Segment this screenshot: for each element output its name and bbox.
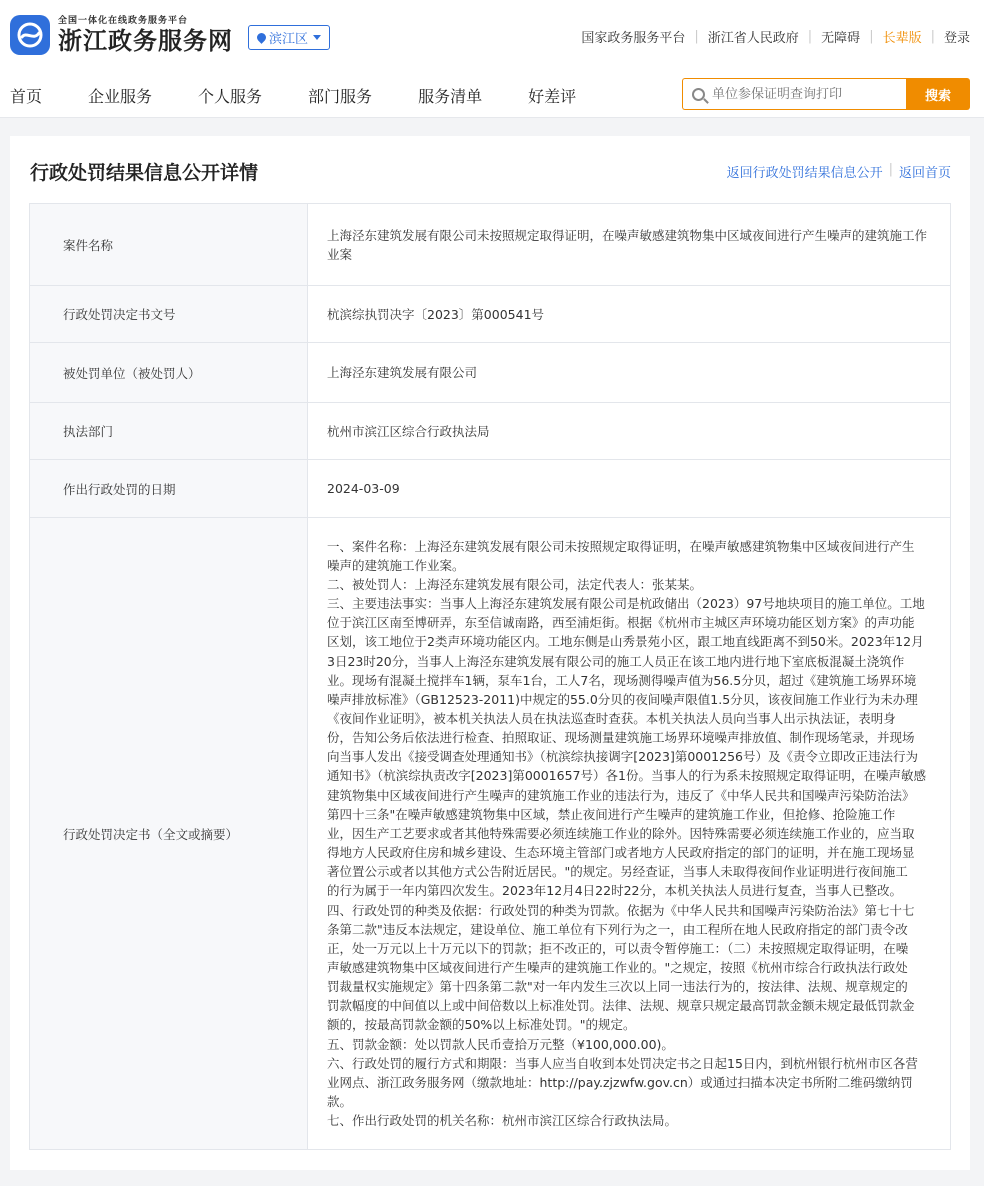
field-label: 案件名称 xyxy=(30,204,308,286)
text-line: 七、作出行政处罚的机关名称：杭州市滨江区综合行政执法局。 xyxy=(327,1113,678,1129)
text-line: 业。现场有混凝土搅拌车1辆，泵车1台，工人7名，现场测得噪声值为56.5分贝，超过《建筑施工场界环境 xyxy=(327,672,917,688)
link-national-platform[interactable]: 国家政务服务平台 xyxy=(581,31,686,46)
text-line: 款。 xyxy=(327,1094,353,1110)
divider: | xyxy=(888,162,893,177)
nav-service-list[interactable]: 服务清单 xyxy=(418,87,483,106)
field-value: 上海泾东建筑发展有限公司 xyxy=(308,343,951,403)
text-line: 通知书》（杭滨综执责改字[2023]第0001657号）各1份。当事人的行为系未按照规定取得证明，在噪声敏感 xyxy=(327,768,926,784)
region-selector[interactable] xyxy=(248,25,330,50)
caret-down-icon xyxy=(313,35,321,40)
text-line: 噪声排放标准》（GB12523-2011)中规定的55.0分贝的夜间噪声限值1.5分贝，该夜间施工作业行为未办理 xyxy=(327,691,918,707)
card-links xyxy=(727,162,951,181)
divider: | xyxy=(694,29,699,44)
nav-enterprise-services[interactable]: 企业服务 xyxy=(88,87,153,106)
table-row xyxy=(30,460,951,518)
text-line: 向当事人发出《接受调查处理通知书》（杭滨综执接调字[2023]第0001256号）及《责令立即改正违法行为 xyxy=(327,749,918,765)
field-label: 被处罚单位（被处罚人） xyxy=(30,343,308,403)
back-to-list-link[interactable]: 返回行政处罚结果信息公开 xyxy=(726,166,883,181)
link-elder-mode[interactable]: 长辈版 xyxy=(882,31,922,46)
nav-personal-services[interactable]: 个人服务 xyxy=(198,87,263,106)
text-line: 《夜间作业证明》，被本机关执法人员在执法巡查时查获。本机关执法人员向当事人出示执法证，表明身 xyxy=(327,710,896,726)
field-label: 作出行政处罚的日期 xyxy=(30,460,308,518)
text-line: 罚裁量权实施规定》第十四条第二款"对一年内发生三次以上同一违法行为的，按法律、法规、规章规定的 xyxy=(327,979,908,995)
text-line: 区划，该工地位于2类声环境功能区内。工地东侧是山秀景苑小区，跟工地直线距离不到50米。2023年12月 xyxy=(327,634,924,650)
divider: | xyxy=(807,29,813,44)
table-row xyxy=(30,343,951,403)
text-line: 二、被处罚人：上海泾东建筑发展有限公司，法定代表人：张某某。 xyxy=(327,576,703,592)
back-to-home-link[interactable]: 返回首页 xyxy=(898,166,951,181)
text-line: 正，处一万元以上十万元以下的罚款；拒不改正的，可以责令暂停施工：（二）未按照规定取得证明，在噪 xyxy=(327,940,909,956)
field-value: 上海泾东建筑发展有限公司未按照规定取得证明，在噪声敏感建筑物集中区域夜间进行产生噪声的建筑施工作业案 xyxy=(308,204,951,286)
field-value: 2024-03-09 xyxy=(308,460,951,518)
text-line: 五、罚款金额：处以罚款人民币壹拾万元整（¥100,000.00)。 xyxy=(327,1036,674,1052)
site-logo[interactable] xyxy=(10,15,233,55)
field-value: 杭州市滨江区综合行政执法局 xyxy=(308,403,951,460)
logo-title: 浙江政务服务网 xyxy=(58,25,233,55)
table-row xyxy=(30,403,951,460)
search-bar xyxy=(682,78,970,110)
text-line: 额的，按最高罚款金额的50%以上标准处罚。"的规定。 xyxy=(327,1017,636,1033)
text-line: 得地方人民政府住房和城乡建设、生态环境主管部门或者地方人民政府指定的部门的证明，并在施工现场显 xyxy=(327,845,915,861)
main-nav xyxy=(10,84,622,107)
top-header xyxy=(0,0,984,118)
text-line: 罚款幅度的中间值以上或中间倍数以上标准处罚。法律、法规、规章只规定最高罚款金额未规定最低罚款金 xyxy=(327,998,915,1014)
text-line: 3日23时20分，当事人上海泾东建筑发展有限公司的施工人员正在该工地内进行地下室底板混凝土浇筑作 xyxy=(327,653,905,669)
search-button[interactable]: 搜索 xyxy=(906,78,970,110)
link-provincial-government[interactable]: 浙江省人民政府 xyxy=(707,31,799,46)
field-label: 行政处罚决定书文号 xyxy=(30,286,308,343)
text-line: 位于滨江区南至博研弄，东至信诚南路，西至浦炬街。根据《杭州市主城区声环境功能区划方案》的声功能 xyxy=(327,615,915,631)
link-accessibility[interactable]: 无障碍 xyxy=(821,31,861,46)
text-line: 四、行政处罚的种类及依据：行政处罚的种类为罚款。依据为《中华人民共和国噪声污染防治法》第七十七 xyxy=(327,902,915,918)
table-row xyxy=(30,518,951,1150)
text-line: 业，因生产工艺要求或者其他特殊需要必须连续施工作业的除外。因特殊需要必须连续施工作业的，应当取 xyxy=(327,825,915,841)
text-line: 业网点、浙江政务服务网（缴款地址：http://pay.zjzwfw.gov.cn）或通过扫描本决定书所附二维码缴纳罚 xyxy=(327,1074,913,1090)
search-input[interactable] xyxy=(712,87,902,102)
logo-subtitle: 全国一体化在线政务服务平台 xyxy=(58,15,189,26)
region-label: 滨江区 xyxy=(269,32,309,47)
text-line: 著位置公示或者以其他方式公告附近居民。"的规定。另经查证，当事人未取得夜间作业证明进行夜间施工 xyxy=(327,864,908,880)
text-line: 六、行政处罚的履行方式和期限：当事人应当自收到本处罚决定书之日起15日内，到杭州银行杭州市区各营 xyxy=(327,1055,918,1071)
text-line: 一、案件名称：上海泾东建筑发展有限公司未按照规定取得证明，在噪声敏感建筑物集中区域夜间进行产生 xyxy=(327,538,915,554)
text-line: 建筑物集中区域夜间进行产生噪声的建筑施工作业的违法行为，违反了《中华人民共和国噪声污染防治法》 xyxy=(327,787,915,803)
link-login[interactable]: 登录 xyxy=(943,31,970,46)
text-line: 条第二款"违反本法规定，建设单位、施工单位有下列行为之一，由工程所在地人民政府指定的部门责令改 xyxy=(327,921,908,937)
divider: | xyxy=(930,29,935,44)
text-line: 份，告知公务后依法进行检查、拍照取证、现场测量建筑施工场界环境噪声排放值、制作现场笔录，并现场 xyxy=(327,730,915,746)
nav-evaluation[interactable]: 好差评 xyxy=(528,87,577,106)
field-label: 行政处罚决定书（全文或摘要） xyxy=(30,518,308,1150)
nav-home[interactable]: 首页 xyxy=(10,87,43,106)
text-line: 三、主要违法事实：当事人上海泾东建筑发展有限公司是杭政储出（2023）97号地块项目的施工单位。工地 xyxy=(327,596,925,612)
divider: | xyxy=(869,29,874,44)
nav-department-services[interactable]: 部门服务 xyxy=(308,87,373,106)
search-box xyxy=(682,78,906,110)
text-line: 噪声的建筑施工作业案。 xyxy=(327,557,465,573)
table-row xyxy=(30,286,951,343)
text-line: 的行为属于一年内第四次发生。2023年12月4日22时22分，本机关执法人员进行复查，当事人已整改。 xyxy=(327,883,902,899)
top-links xyxy=(581,27,970,46)
logo-icon xyxy=(10,15,50,55)
decision-fulltext xyxy=(308,518,951,1150)
page-title: 行政处罚结果信息公开详情 xyxy=(30,162,259,184)
search-icon xyxy=(692,88,705,101)
table-row xyxy=(30,204,951,286)
text-line: 第四十三条"在噪声敏感建筑物集中区域，禁止夜间进行产生噪声的建筑施工作业，但抢修、抢险施工作 xyxy=(327,806,896,822)
location-pin-icon xyxy=(255,31,268,44)
detail-table xyxy=(29,203,951,1150)
field-label: 执法部门 xyxy=(30,403,308,460)
text-line: 声敏感建筑物集中区域夜间进行产生噪声的建筑施工作业的。"之规定，按照《杭州市综合行政执法行政处 xyxy=(327,960,908,976)
field-value: 杭滨综执罚决字〔2023〕第000541号 xyxy=(308,286,951,343)
detail-card xyxy=(10,136,970,1170)
